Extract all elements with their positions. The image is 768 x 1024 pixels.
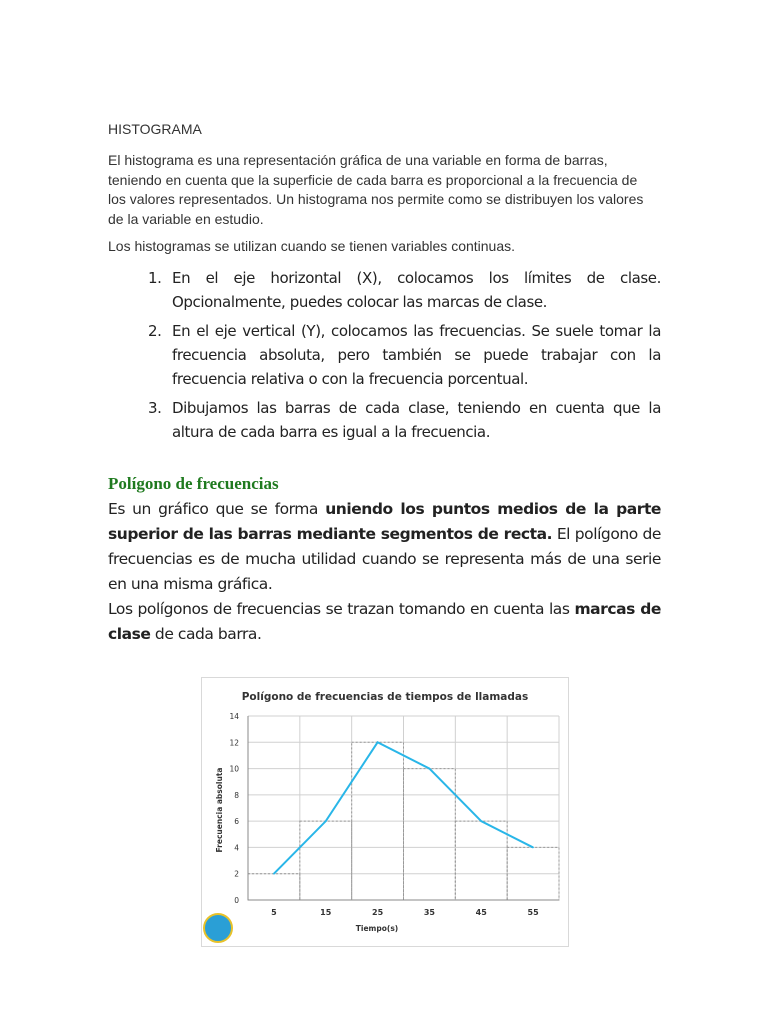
list-number: 3. [148, 399, 162, 417]
polygon-text-part: Los polígonos de frecuencias se trazan tomando en cuenta las [108, 600, 575, 618]
list-number: 2. [148, 322, 162, 340]
list-text: Dibujamos las barras de cada clase, teniendo en cuenta que la altura de cada barra es igual a la frecuencia. [172, 399, 661, 441]
data-point [325, 820, 327, 822]
polygon-text-part: Es un gráfico que se forma [108, 500, 326, 518]
data-point [429, 768, 431, 770]
list-item [108, 266, 661, 314]
list-text: En el eje horizontal (X), colocamos los límites de clase. Opcionalmente, puedes colocar las marcas de clase. [172, 269, 661, 311]
chart-title: Polígono de frecuencias de tiempos de llamadas [241, 691, 529, 703]
y-tick-label: 4 [234, 843, 239, 853]
x-tick-label: 45 [475, 908, 487, 917]
y-tick-label: 2 [234, 869, 239, 879]
y-axis-label: Frecuencia absoluta [215, 767, 224, 853]
data-point [273, 873, 275, 875]
y-tick-label: 0 [234, 896, 239, 905]
list-item [108, 396, 661, 444]
y-tick-label: 10 [229, 764, 239, 774]
histogram-bar [455, 821, 507, 900]
histogram-paragraph: El histograma es una representación gráfica de una variable en forma de barras, teniendo en cuenta que la superficie de cada barra es proporcional a la frecuencia de los valores representados. Un histograma nos permite como se distribuyen los valores de la variable en estudio. [108, 152, 644, 227]
data-point [480, 820, 482, 822]
y-tick-label: 6 [234, 817, 239, 827]
histogram-usage: Los histogramas se utilizan cuando se tienen variables continuas. [108, 238, 516, 254]
list-number: 1. [148, 269, 162, 287]
x-tick-label: 35 [423, 908, 435, 917]
y-tick-label: 12 [229, 738, 239, 748]
polygon-text-part: El polígono de frecuencias es de mucha utilidad cuando se representa más de una serie en una misma gráfica. [108, 525, 661, 593]
chart-svg [202, 678, 568, 946]
x-tick-label: 5 [271, 908, 277, 917]
y-tick-label: 8 [234, 790, 239, 800]
histogram-bar [300, 821, 352, 900]
histogram-title: HISTOGRAMA [108, 121, 202, 137]
x-tick-label: 25 [372, 908, 384, 917]
steps-list [108, 266, 661, 449]
polygon-text-part: de cada barra. [150, 625, 262, 643]
data-point [377, 741, 379, 743]
x-tick-label: 55 [527, 908, 539, 917]
y-tick-label: 14 [229, 712, 239, 721]
polygon-text-bold: marcas de clase [108, 600, 661, 643]
polygon-text-bold: uniendo los puntos medios de la parte superior de las barras mediante segmentos de recta. [108, 500, 661, 543]
polygon-heading: Polígono de frecuencias [108, 474, 279, 493]
x-axis-label: Tiempo(s) [355, 924, 399, 933]
list-text: En el eje vertical (Y), colocamos las frecuencias. Se suele tomar la frecuencia absoluta, pero también se puede trabajar con la frecuencia relativa o con la frecuencia porcentual. [172, 322, 661, 388]
x-tick-label: 15 [320, 908, 332, 917]
list-item [108, 319, 661, 391]
math-logo-icon [203, 913, 233, 943]
histogram-bar [248, 874, 300, 900]
polygon-paragraph [108, 497, 661, 647]
data-point [532, 847, 534, 849]
frequency-polygon-chart [201, 677, 569, 947]
